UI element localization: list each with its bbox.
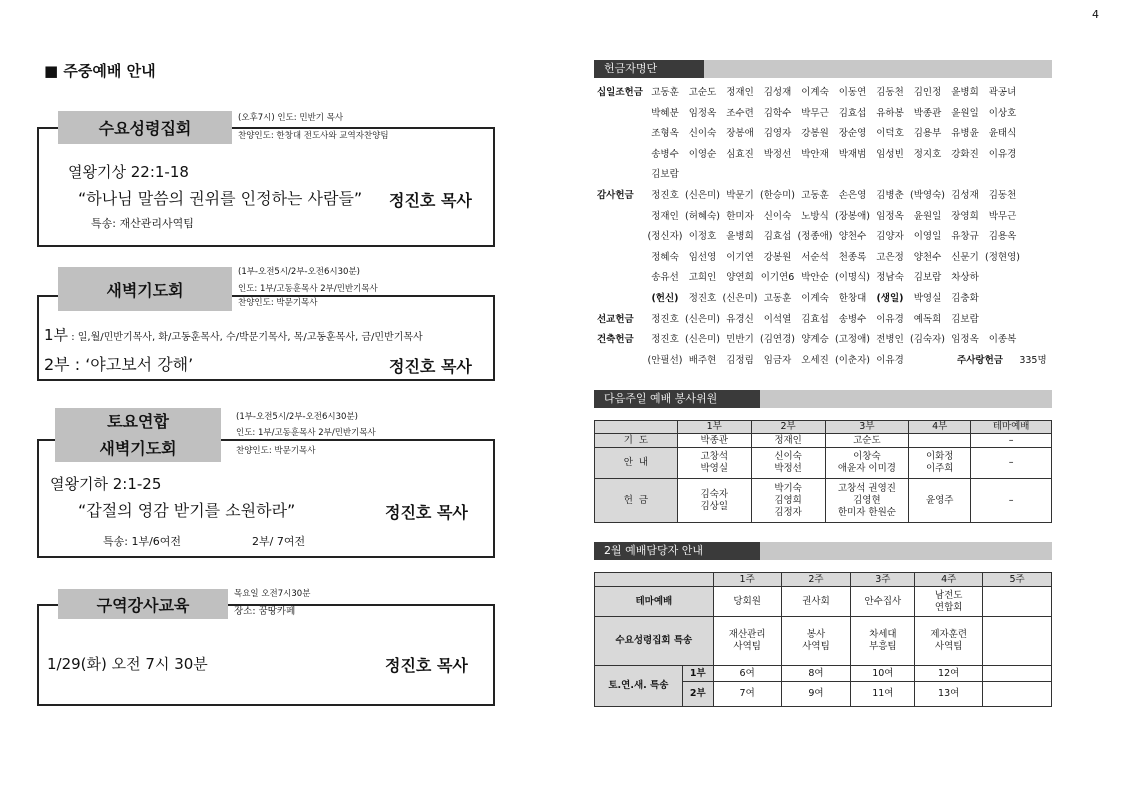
offering-section-label: 헌금자명단 [594,60,704,78]
offering-name: (허혜숙) [685,210,720,222]
offering-name: 박영실 [913,293,942,304]
offering-category: 건축헌금 [597,334,634,346]
servers-table [594,420,1052,523]
saturday-special-part2: 2부/ 7여전 [252,535,306,548]
offering-name: 윤원일 [951,107,979,119]
offering-name: 장영희 [951,210,979,222]
district-pastor: 정진호 목사 [385,656,468,675]
feb-header: 1주 [713,573,781,587]
offering-name: 윤병희 [726,231,754,243]
servers-cell [909,434,971,448]
offering-name: 노방식 [801,210,829,222]
offering-row [597,209,1053,225]
offering-name: 강봉원 [763,251,792,263]
offering-name: 고순도 [688,87,717,98]
offering-row [597,312,1053,328]
offering-name: 김효섭 [838,107,867,119]
offering-name: 조수련 [726,107,754,119]
saturday-scripture: 열왕기하 2:1-25 [50,475,162,493]
offering-name: 김학수 [763,107,792,119]
offering-name: 임정옥 [876,210,904,222]
offering-name: 강화진 [951,148,979,160]
feb-sat-cell: 7여 [713,682,781,707]
offering-name: 천종록 [838,251,867,263]
saturday-pastor: 정진호 목사 [385,503,468,522]
saturday-prayer-tab [55,408,221,462]
offering-name: 민반기 [726,334,754,346]
feb-sat-cell: 11여 [851,682,915,707]
feb-wed-cell: 제자훈련 사역팀 [915,617,983,666]
dawn-part1-schedule: : 일,월/민반기목사, 화/고동훈목사, 수/박문기목사, 목/고동훈목사, 금/민반기목사 [68,332,423,343]
offering-name: 김충화 [951,293,979,304]
servers-cell: 이화정 이주희 [909,448,971,479]
offering-name: (김숙자) [910,334,945,346]
offering-name: (고정애) [835,334,870,346]
offering-name: 조형옥 [651,128,679,140]
offering-extra-value: 335명 [1019,354,1047,366]
offering-row [597,126,1053,142]
offering-name: 강봉원 [801,128,829,140]
offering-extra-label: 주사랑헌금 [957,354,1003,366]
offering-name: (이명식) [835,272,870,284]
offering-name: 박정선 [763,148,792,160]
dawn-time: (1부-오전5시/2부-오전6시30분) [238,267,360,277]
offering-name: 김보람 [913,272,942,284]
servers-cell: 신이숙 박정선 [751,448,825,479]
offering-name: (신은미) [685,190,720,201]
offering-row [597,106,1053,122]
offering-name: 박혜분 [651,107,679,119]
servers-header: 4부 [909,421,971,434]
offering-name: 정지호 [913,148,942,160]
saturday-leader: 인도: 1부/고동훈목사 2부/민반기목사 [236,428,376,438]
dawn-part2-sermon: 2부 : ‘야고보서 강해’ [44,355,194,374]
offering-name: 유하봉 [876,107,904,119]
offering-name: (김연경) [760,334,795,346]
dawn-praise-leader: 찬양인도: 박문기목사 [238,298,318,308]
offering-name: 배주현 [688,354,717,366]
dawn-pastor: 정진호 목사 [389,357,472,376]
offering-name: 이동연 [838,87,867,98]
feb-sat-cell: 8여 [781,666,851,682]
offering-name: 서순석 [801,251,829,263]
offering-name: 박무근 [988,210,1017,222]
offering-name: 김동천 [876,87,904,98]
offering-name: 이덕호 [876,128,904,140]
feb-sat-label: 토.연.새. 특송 [595,666,683,707]
feb-wed-cell: 봉사 사역팀 [781,617,851,666]
servers-cell: 박종관 [677,434,751,448]
feb-header: 3주 [851,573,915,587]
servers-cell: 윤영주 [909,479,971,523]
offering-name: 오세진 [801,354,829,366]
offering-name: 고희인 [688,272,717,284]
offering-name: 이종복 [988,334,1017,346]
offering-name: (한승미) [760,190,795,201]
offering-name: 김성재 [763,87,792,98]
offering-name: 이유경 [876,354,904,366]
district-time: 목요일 오전7시30분 [234,589,311,599]
servers-row-label: 안 내 [595,448,678,479]
offering-row [597,85,1053,101]
offering-name: 박재범 [838,148,867,160]
offering-name: 김보람 [651,169,679,181]
offering-name: 유병윤 [951,128,979,140]
offering-name: (장봉애) [835,210,870,222]
servers-section-bar [594,390,1052,408]
offering-name: 박종관 [913,107,942,119]
feb-sat-cell: 13여 [915,682,983,707]
offering-name: 윤병희 [951,87,979,98]
offering-category: 선교헌금 [597,313,634,325]
offering-name: 손은영 [838,190,867,201]
offering-name: 정진호 [651,334,679,346]
feb-theme-cell: 남전도 연합회 [915,587,983,617]
dawn-leader: 인도: 1부/고동훈목사 2부/민반기목사 [238,284,378,294]
feb-wed-label: 수요성령집회 특송 [595,617,714,666]
offering-name: 고동훈 [763,293,792,304]
offering-name: 김인정 [913,87,942,98]
offering-name: 이계숙 [801,293,829,304]
offering-name: 예독희 [913,313,942,325]
offering-name: 정혜숙 [651,251,679,263]
page-title: ■ 주중예배 안내 [44,62,156,80]
offering-name: 박안순 [801,272,829,284]
wednesday-scripture: 열왕기상 22:1-18 [68,163,189,181]
offering-name: (박영숙) [910,190,945,201]
offering-name: 차상하 [951,272,979,284]
saturday-tab-line2: 새벽기도회 [99,439,177,458]
offering-name: 임금자 [763,354,792,366]
saturday-special-part1: 특송: 1부/6여전 [103,535,182,548]
offering-name: 유경신 [726,313,754,325]
offering-row [597,250,1053,266]
page-number: 4 [1092,8,1099,21]
servers-cell: 이창숙 애윤자 이미경 [825,448,909,479]
offering-name: 김효섭 [763,231,792,243]
offering-name: 박안재 [801,148,829,160]
offering-name: 고동훈 [651,87,679,98]
servers-header: 1부 [677,421,751,434]
offering-name: 이영순 [688,148,717,160]
servers-cell: 정재인 [751,434,825,448]
offering-section-bar [594,60,1052,78]
offering-name: 송병수 [838,313,867,325]
offering-name: 양연희 [726,272,754,284]
offering-name: 정재인 [726,87,754,98]
district-teacher-tab: 구역강사교육 [58,589,228,619]
saturday-praise-leader: 찬양인도: 박문기목사 [236,446,316,456]
saturday-tab-line1: 토요연합 [107,412,169,431]
feb-theme-label: 테마예배 [595,587,714,617]
offering-row [597,188,1053,204]
servers-header: 3부 [825,421,909,434]
offering-row [597,332,1053,348]
wednesday-sermon-title: “하나님 말씀의 권위를 인정하는 사람들” [78,189,363,208]
offering-name: 전병인 [876,334,904,346]
feb-sat-cell [983,682,1052,707]
feb-header: 2주 [781,573,851,587]
wednesday-special-song: 특송: 재산관리사역팀 [91,217,194,230]
feb-header: 4주 [915,573,983,587]
offering-name: 이유경 [988,148,1017,160]
offering-name: 고동훈 [801,190,829,201]
offering-name: 장봉애 [726,128,754,140]
offering-name: 정진호 [688,293,717,304]
servers-header: 테마예배 [971,421,1052,434]
offering-name: 양천수 [913,251,942,263]
offering-name: 김정림 [726,354,754,366]
offering-row [597,353,1053,369]
offering-name: 김성재 [951,190,979,201]
offering-name: 김병춘 [876,190,904,201]
servers-section-label: 다음주일 예배 봉사위원 [594,390,760,408]
offering-name: 이기연 [726,251,754,263]
offering-row [597,229,1053,245]
servers-corner-cell [595,421,678,434]
feb-sat-cell: 6여 [713,666,781,682]
offering-name: 김용부 [913,128,942,140]
offering-row [597,147,1053,163]
district-place: 장소: 꿈땅카페 [234,606,296,617]
offering-name: 김보람 [951,313,979,325]
offering-name: 김효섭 [801,313,829,325]
servers-cell: – [971,448,1052,479]
dawn-schedule-line [44,324,423,345]
offering-name: (안필선) [647,354,683,366]
servers-cell: 박기숙 김영희 김정자 [751,479,825,523]
feb-section-bar [594,542,1052,560]
servers-cell: – [971,434,1052,448]
saturday-time: (1부-오전5시/2부-오전6시30분) [236,412,358,422]
servers-header: 2부 [751,421,825,434]
offering-name: 신이숙 [688,128,717,140]
offering-name: 한창대 [838,293,867,304]
offering-name: 김양자 [876,231,904,243]
offering-name: 이영일 [913,231,942,243]
offering-name: 김동천 [988,190,1017,201]
offering-name: (헌신) [651,293,679,304]
offering-name: 심효진 [726,148,754,160]
offering-name: 윤원일 [913,210,942,222]
offering-name: 윤태식 [988,128,1017,140]
offering-row [597,270,1053,286]
feb-sat-cell [983,666,1052,682]
offering-name: (신은미) [722,293,758,304]
offering-name: 이석열 [763,313,792,325]
offering-name: 정진호 [651,313,679,325]
offering-name: (정종애) [797,231,833,243]
offering-name: 임성빈 [876,148,904,160]
offering-name: 정남숙 [876,272,904,284]
offering-name: 김용옥 [988,231,1017,243]
wednesday-service-tab: 수요성령집회 [58,111,232,144]
offering-category: 십일조헌금 [597,87,643,98]
offering-name: (정현영) [985,251,1020,263]
servers-row-label: 헌 금 [595,479,678,523]
offering-name: 임정옥 [951,334,979,346]
offering-name: 송병수 [651,148,679,160]
offering-name: 정재인 [651,210,679,222]
feb-theme-cell: 당회원 [713,587,781,617]
feb-header: 5주 [983,573,1052,587]
offering-name: 고은정 [876,251,904,263]
servers-cell: 고순도 [825,434,909,448]
feb-wed-cell: 재산관리 사역팀 [713,617,781,666]
offering-name: 양천수 [838,231,867,243]
offering-name: 이기연6 [760,272,795,284]
servers-cell: – [971,479,1052,523]
wednesday-praise-leader: 찬양인도: 한창대 전도사와 교역자찬양팀 [238,131,389,141]
offering-name: (생일) [876,293,904,304]
servers-cell: 김숙자 김상일 [677,479,751,523]
dawn-part1-label: 1부 [44,326,69,344]
district-date: 1/29(화) 오전 7시 30분 [47,655,208,673]
feb-sat-cell: 10여 [851,666,915,682]
offering-name: 이계숙 [801,87,829,98]
offering-row [597,291,1053,307]
offering-name: (신은미) [685,334,720,346]
offering-name: 장순영 [838,128,867,140]
offering-name: 임선영 [688,251,717,263]
offering-name: 김영자 [763,128,792,140]
offering-category: 감사헌금 [597,190,634,201]
feb-sat-cell: 12여 [915,666,983,682]
offering-name: (이춘자) [835,354,870,366]
feb-sat-cell: 9여 [781,682,851,707]
offering-name: 신이숙 [763,210,792,222]
offering-name: (신은미) [685,313,720,325]
saturday-sermon-title: “갑절의 영감 받기를 소원하라” [78,501,296,520]
wednesday-pastor: 정진호 목사 [389,191,472,210]
offering-name: 박무근 [801,107,829,119]
feb-theme-cell: 권사회 [781,587,851,617]
feb-sat-part: 1부 [682,666,713,682]
offering-name: 이상호 [988,107,1017,119]
offering-row [597,167,1053,183]
offering-name: 이정호 [688,231,717,243]
offering-name: (정신자) [647,231,683,243]
offering-name: 정진호 [651,190,679,201]
servers-cell: 고창석 박영실 [677,448,751,479]
offering-name: 양계승 [801,334,829,346]
feb-theme-cell [983,587,1052,617]
servers-cell: 고창석 권영진 김영현 한미자 한원순 [825,479,909,523]
offering-name: 임정옥 [688,107,717,119]
servers-row-label: 기 도 [595,434,678,448]
wednesday-time-leader: (오후7시) 인도: 민반기 목사 [238,113,344,123]
offering-name: 유창규 [951,231,979,243]
feb-theme-cell: 안수집사 [851,587,915,617]
offering-name: 한미자 [726,210,754,222]
feb-section-label: 2월 예배담당자 안내 [594,542,760,560]
dawn-prayer-tab: 새벽기도회 [58,267,232,311]
feb-table [594,572,1052,707]
offering-name: 이유경 [876,313,904,325]
feb-corner-cell [595,573,714,587]
feb-sat-part: 2부 [682,682,713,707]
offering-name: 신문기 [951,251,979,263]
offering-name: 송유선 [651,272,679,284]
offering-name: 곽공녀 [988,87,1017,98]
feb-wed-cell: 차세대 부흥팀 [851,617,915,666]
feb-wed-cell [983,617,1052,666]
offering-name: 박문기 [726,190,754,201]
